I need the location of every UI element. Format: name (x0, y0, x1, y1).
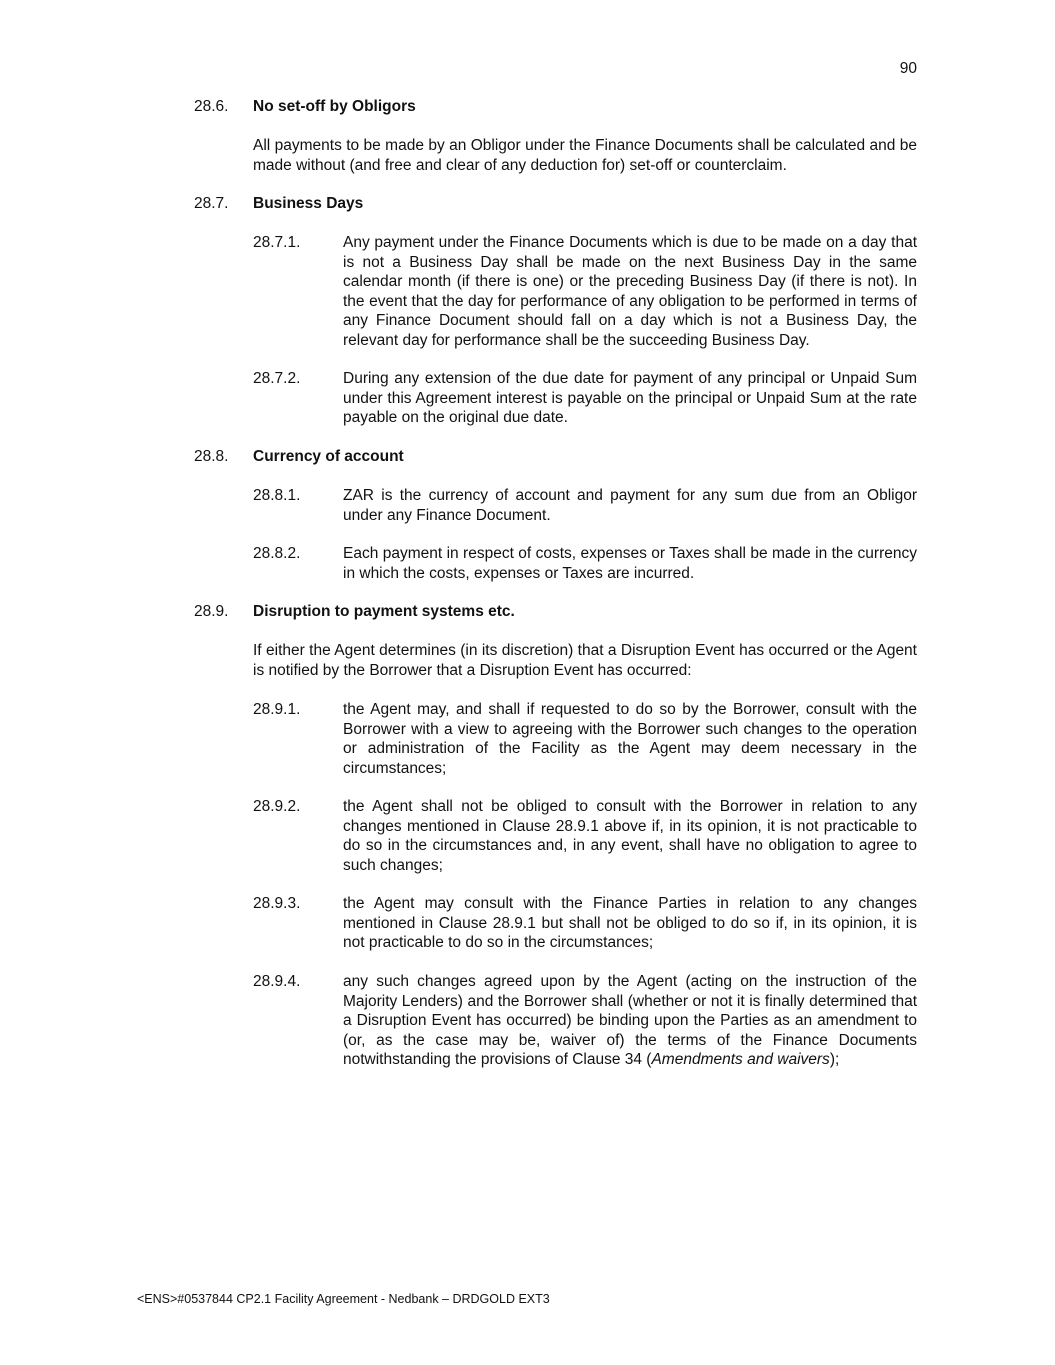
clause-heading: Business Days (253, 195, 364, 212)
clause-heading: No set-off by Obligors (253, 98, 416, 115)
clause-reference-title: Amendments and waivers (651, 1051, 830, 1068)
subclause-text: Each payment in respect of costs, expenses or Taxes shall be made in the currency in which the costs, expenses or Taxes are incurred. (343, 545, 917, 582)
subclause-number: 28.9.1. (253, 701, 301, 718)
clause-heading: Currency of account (253, 448, 404, 465)
document-footer: <ENS>#0537844 CP2.1 Facility Agreement - Nedbank – DRDGOLD EXT3 (137, 1292, 550, 1306)
subclause-number: 28.9.2. (253, 798, 301, 815)
subclause-text: Any payment under the Finance Documents which is due to be made on a day that is not a Business Day shall be made on the next Business Day in the same calendar month (if there is one) or the preceding Business Day (if there is not). In the event that the day for performance of any obligation to be performed in terms of any Finance Document should fall on a day which is not a Business Day, the relevant day for performance shall be the succeeding Business Day. (343, 234, 917, 349)
subclause-text-part: ); (829, 1051, 840, 1068)
clause-paragraph: All payments to be made by an Obligor under the Finance Documents shall be calculated and be made without (and free and clear of any deduction for) set-off or counterclaim. (253, 137, 917, 174)
subclause-number: 28.8.1. (253, 487, 301, 504)
subclause-number: 28.9.4. (253, 973, 301, 990)
page-number: 90 (899, 60, 917, 77)
clause-heading: Disruption to payment systems etc. (253, 603, 515, 620)
subclause-number: 28.9.3. (253, 895, 301, 912)
clause-paragraph: If either the Agent determines (in its discretion) that a Disruption Event has occurred or the Agent is notified by the Borrower that a Disruption Event has occurred: (253, 642, 917, 679)
clause-number: 28.7. (194, 195, 229, 212)
subclause-text: During any extension of the due date for payment of any principal or Unpaid Sum under this Agreement interest is payable on the principal or Unpaid Sum at the rate payable on the original due date. (343, 370, 917, 426)
subclause-text: the Agent may, and shall if requested to do so by the Borrower, consult with the Borrower with a view to agreeing with the Borrower such changes to the operation or administration of the Facility as the Agent may deem necessary in the circumstances; (343, 701, 917, 777)
subclause-text: ZAR is the currency of account and payment for any sum due from an Obligor under any Finance Document. (343, 487, 917, 524)
subclause-text-part: any such changes agreed upon by the Agent (acting on the instruction of the Majority Lenders) and the Borrower shall (whether or not it is finally determined that a Disruption Event has occurred) be binding upon the Parties as an amendment to (or, as the case may be, waiver of) the terms of the Finance Documents notwithstanding the provisions of Clause 34 ( (343, 973, 917, 1068)
subclause-text: the Agent shall not be obliged to consult with the Borrower in relation to any changes mentioned in Clause 28.9.1 above if, in its opinion, it is not practicable to do so in the circumstances and, in any event, shall have no obligation to agree to such changes; (343, 798, 917, 874)
clause-number: 28.6. (194, 98, 229, 115)
subclause-number: 28.7.2. (253, 370, 301, 387)
subclause-text: the Agent may consult with the Finance Parties in relation to any changes mentioned in Clause 28.9.1 but shall not be obliged to do so if, in its opinion, it is not practicable to do so in the circumstances; (343, 895, 917, 951)
clause-number: 28.9. (194, 603, 229, 620)
subclause-number: 28.7.1. (253, 234, 301, 251)
subclause-text (343, 972, 917, 1070)
subclause-number: 28.8.2. (253, 545, 301, 562)
clause-number: 28.8. (194, 448, 229, 465)
